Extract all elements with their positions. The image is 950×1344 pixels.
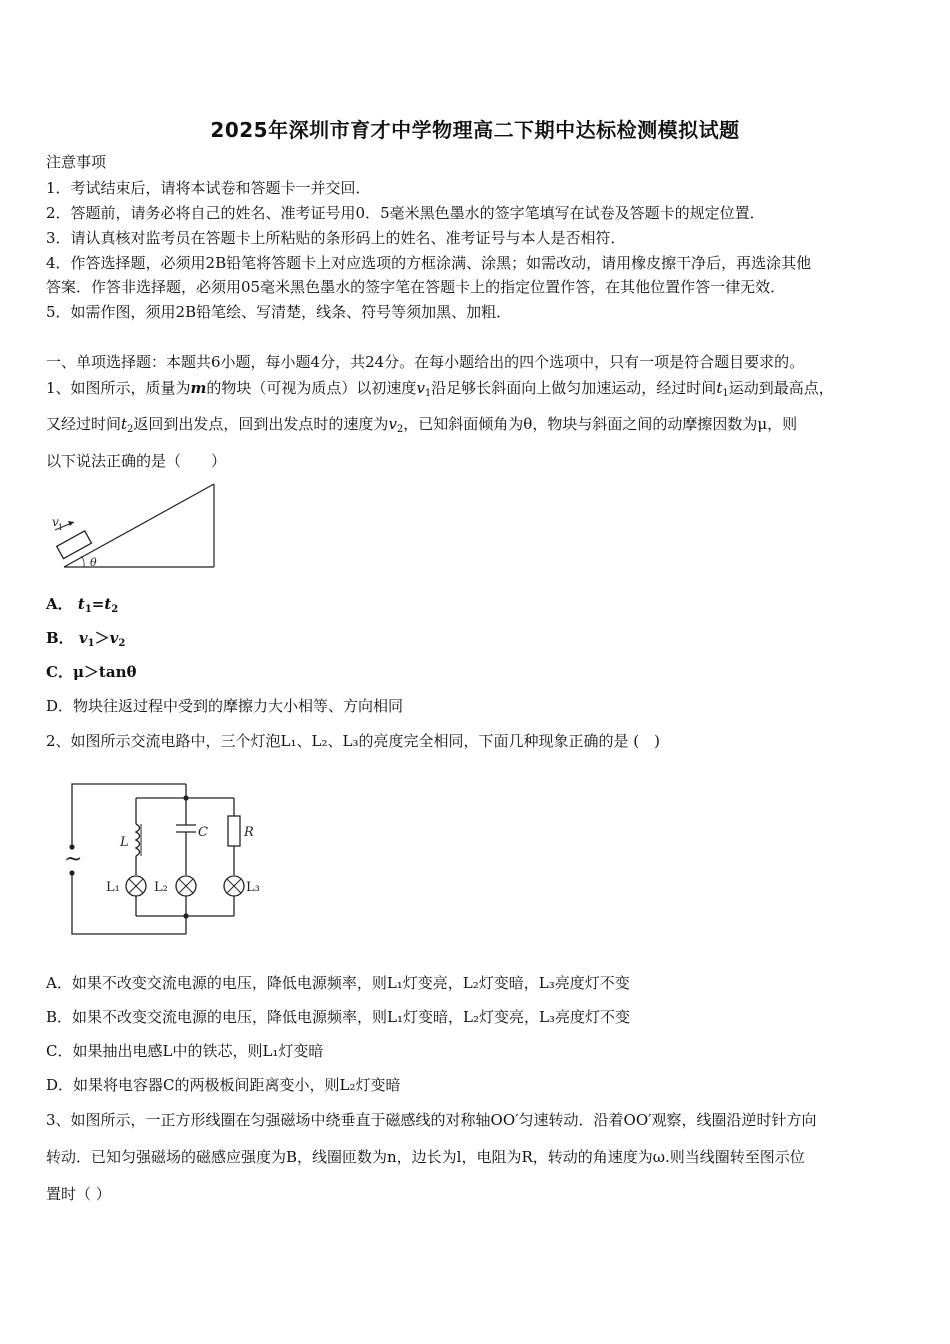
q2-option-b: B．如果不改变交流电源的电压，降低电源频率，则L₁灯变暗，L₂灯变亮，L₃亮度灯不变: [46, 1008, 630, 1026]
q1-text: ，已知斜面倾角为θ，物块与斜面之间的动摩擦因数为μ，则: [403, 415, 798, 433]
notice-item: 1．考试结束后，请将本试卷和答题卡一并交回．: [46, 179, 371, 197]
q1-stem-line2: [46, 414, 797, 434]
label-inductor: L: [120, 835, 129, 850]
label-v1-sub: 1: [58, 523, 64, 532]
notice-item: 4．作答选择题，必须用2B铅笔将答题卡上对应选项的方框涂满、涂黑；如需改动，请用橡皮擦干净后，再选涂其他: [46, 254, 812, 272]
q1-stem-line1: [46, 378, 834, 398]
subscript: 2: [396, 424, 404, 435]
q1-stem-line3: 以下说法正确的是（ ）: [46, 452, 227, 470]
q1-option-d: D．物块往返过程中受到的摩擦力大小相等、方向相同: [46, 697, 404, 715]
notice-item: 2．答题前，请务必将自己的姓名、准考证号用0．5毫米黑色墨水的签字笔填写在试卷及答题卡的规定位置．: [46, 204, 765, 222]
q1-text: 1、如图所示，质量为: [46, 379, 191, 397]
junction-dot: [183, 795, 188, 800]
symbol-t: t: [121, 415, 128, 433]
label-v1: v: [52, 515, 59, 529]
subscript: 1: [84, 604, 92, 615]
subscript: 1: [722, 388, 729, 399]
label-lamp-3: L₃: [246, 880, 260, 895]
q2-option-d: D．如果将电容器C的两极板间距离变小，则L₂灯变暗: [46, 1076, 401, 1094]
symbol-t: t: [716, 379, 723, 397]
subscript: 2: [111, 604, 119, 615]
greater-sign: ＞: [94, 629, 110, 647]
notice-item: 答案．作答非选择题，必须用05毫米黑色墨水的签字笔在答题卡上的指定位置作答，在其他位置作答一律无效．: [46, 278, 786, 296]
q1-text: 又经过时间: [46, 415, 122, 433]
notice-item: 3．请认真核对监考员在答题卡上所粘贴的条形码上的姓名、准考证号与本人是否相符．: [46, 229, 626, 247]
ac-source-icon: ~: [64, 847, 83, 872]
symbol-v: v: [388, 415, 397, 433]
symbol-m: m: [190, 379, 207, 397]
symbol-v: v: [78, 629, 88, 647]
q1-option-a: [46, 594, 118, 614]
q1-text: 的物块（可视为质点）以初速度: [206, 379, 417, 397]
subscript: 2: [127, 424, 134, 435]
junction-dot: [183, 913, 188, 918]
option-letter: B．: [46, 629, 74, 647]
q2-stem: 2、如图所示交流电路中，三个灯泡L₁、L₂、L₃的亮度完全相同，下面几种现象正确的是 ( ): [46, 732, 660, 750]
subscript: 1: [87, 638, 95, 649]
q3-stem-line2: 转动．已知匀强磁场的磁感应强度为B，线圈匝数为n，边长为l，电阻为R，转动的角速度为ω.则当线圈转至图示位: [46, 1148, 805, 1166]
subscript: 2: [118, 638, 126, 649]
equals-sign: =: [91, 595, 105, 613]
q1-text: 运动到最高点，: [728, 379, 834, 397]
label-lamp-2: L₂: [154, 880, 168, 895]
q1-option-b: [46, 628, 125, 648]
option-letter: A．: [46, 595, 73, 613]
q1-text: 返回到出发点，回到出发点时的速度为: [133, 415, 389, 433]
section-heading: 一、单项选择题：本题共6小题，每小题4分，共24分。在每小题给出的四个选项中，只有一项是符合题目要求的。: [46, 353, 805, 371]
incline-figure: [44, 478, 219, 573]
symbol-t: t: [104, 595, 112, 613]
arrow-head-icon: [68, 521, 74, 526]
ac-circuit-figure: [60, 776, 270, 940]
symbol-v: v: [416, 379, 425, 397]
q3-stem-line1: 3、如图所示，一正方形线圈在匀强磁场中绕垂直于磁感线的对称轴OO′匀速转动．沿着OO′观察，线圈沿逆时针方向: [46, 1111, 817, 1129]
symbol-t: t: [77, 595, 85, 613]
symbol-v: v: [109, 629, 119, 647]
notice-item: 5．如需作图，须用2B铅笔绘、写清楚，线条、符号等须加黑、加粗．: [46, 303, 512, 321]
subscript: 1: [424, 388, 432, 399]
label-capacitor: C: [198, 825, 208, 840]
notice-heading: 注意事项: [46, 153, 107, 171]
label-lamp-1: L₁: [106, 880, 120, 895]
q3-stem-line3: 置时（ ）: [46, 1185, 111, 1203]
label-theta: θ: [90, 556, 97, 569]
page-title: 2025年深圳市育才中学物理高二下期中达标检测模拟试题: [210, 118, 740, 142]
q1-option-c: C．μ＞tanθ: [46, 663, 137, 681]
q2-option-c: C．如果抽出电感L中的铁芯，则L₁灯变暗: [46, 1042, 324, 1060]
q1-text: 沿足够长斜面向上做匀加速运动，经过时间: [431, 379, 717, 397]
label-resistor: R: [244, 825, 254, 840]
q2-option-a: A．如果不改变交流电源的电压，降低电源频率，则L₁灯变亮，L₂灯变暗，L₃亮度灯不变: [46, 974, 630, 992]
